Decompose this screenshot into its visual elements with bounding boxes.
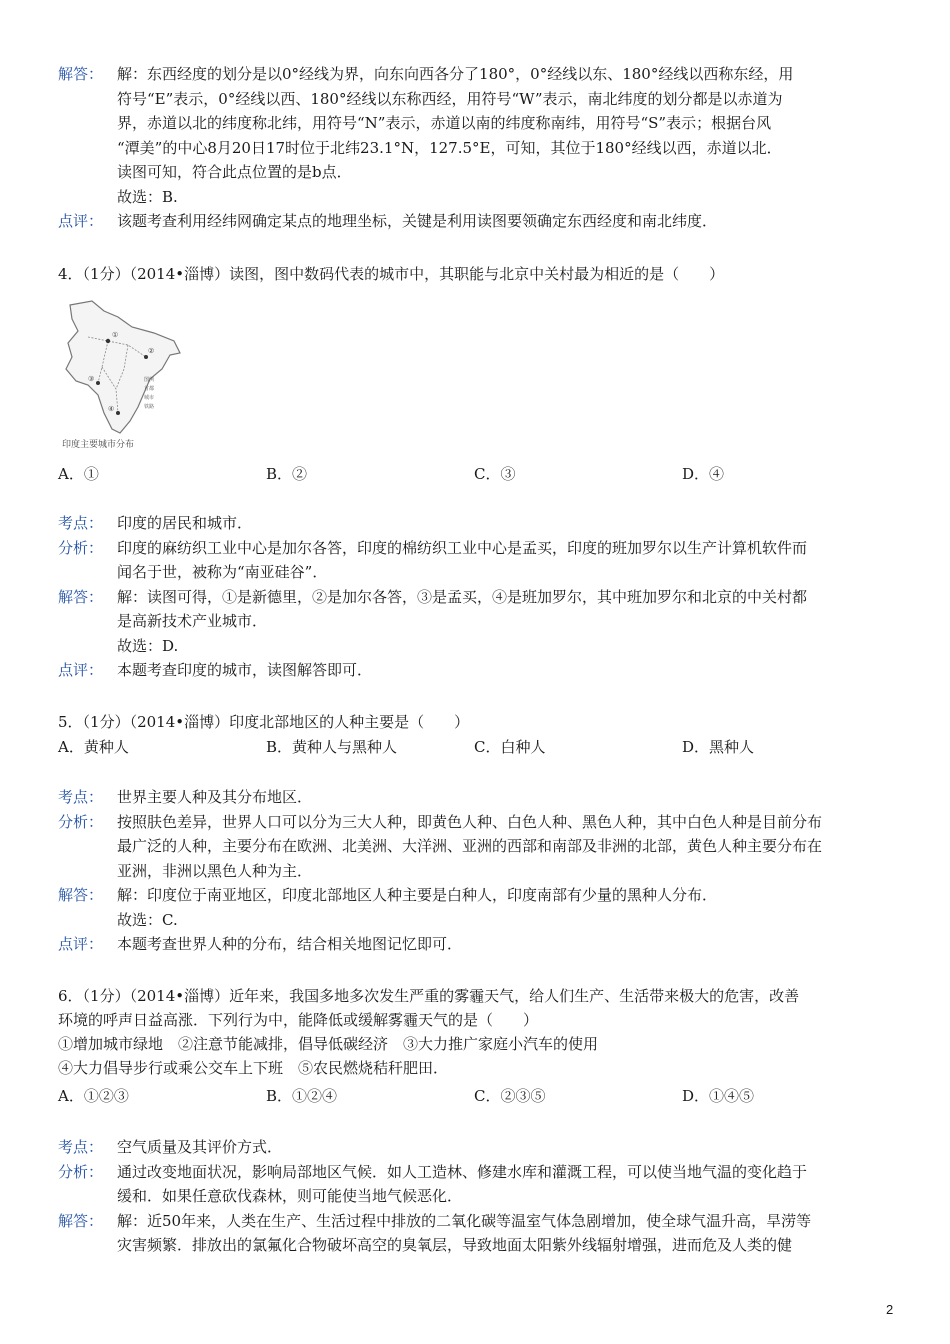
q4-jieda-line: 故选：D. <box>117 636 179 655</box>
option-d[interactable]: D．黑种人 <box>682 738 755 756</box>
fenxi-label: 分析： <box>58 538 104 557</box>
q5-jieda-line: 解：印度位于南亚地区，印度北部地区人种主要是白种人，印度南部有少量的黑种人分布． <box>117 886 718 904</box>
q4-stem: 4．（1分）（2014•淄博）读图，图中数码代表的城市中，其职能与北京中关村最为相近的是（ ） <box>58 265 725 283</box>
q3-dianping: 该题考查利用经纬网确定某点的地理坐标，关键是利用读图要领确定东西经度和南北纬度． <box>117 212 718 230</box>
city-dot <box>106 339 110 343</box>
option-c[interactable]: C．②③⑤ <box>474 1087 546 1105</box>
map-number: ④ <box>108 405 115 413</box>
q3-jieda-line: 故选：B. <box>117 187 178 206</box>
jieda-label: 解答： <box>58 1211 104 1230</box>
q6-options <box>58 1084 898 1108</box>
q4-fenxi-row <box>58 536 898 585</box>
map-number: ② <box>148 347 155 355</box>
india-outline-shape <box>66 301 180 433</box>
q5-kaodian-row <box>58 785 898 810</box>
option-b[interactable]: B．② <box>266 465 308 483</box>
legend-title: 图例 <box>144 377 155 383</box>
q3-jieda-line: 解：东西经度的划分是以0°经线为界，向东向西各分了180°，0°经线以东、180°经线以西称东经，用 <box>117 65 794 83</box>
q6-jieda-line: 灾害频繁．排放出的氯氟化合物破坏高空的臭氧层，导致地面太阳紫外线辐射增强，进而危及人类的健 <box>117 1236 793 1254</box>
q5-analysis <box>58 785 898 957</box>
legend-item: 铁路 <box>144 404 155 410</box>
q4-dianping: 本题考查印度的城市，读图解答即可． <box>117 661 373 679</box>
option-c[interactable]: C．白种人 <box>474 738 546 756</box>
q3-jieda-line: 界，赤道以北的纬度称北纬，用符号“N”表示，赤道以南的纬度称南纬，用符号“S”表示；根据台风 <box>117 114 772 132</box>
q5-dianping-row <box>58 932 898 957</box>
q3-jieda-line: 符号“E”表示，0°经线以西、180°经线以东称西经，用符号“W”表示，南北纬度的划分都是以赤道为 <box>117 89 783 108</box>
q6-analysis <box>58 1135 898 1258</box>
q6-fenxi-line: 通过改变地面状况，影响局部地区气候．如人工造林、修建水库和灌溉工程，可以使当地气温的变化趋于 <box>117 1162 808 1181</box>
kaodian-label: 考点： <box>58 788 104 806</box>
q4-options <box>58 462 898 486</box>
q5-fenxi-line: 按照肤色差异，世界人口可以分为三大人种，即黄色人种、白色人种、黑色人种，其中白色人种是目前分布 <box>117 812 823 831</box>
map-number: ③ <box>88 375 95 383</box>
option-c[interactable]: C．③ <box>474 465 516 483</box>
jieda-label: 解答： <box>58 65 104 83</box>
dianping-label: 点评： <box>58 661 104 679</box>
option-a[interactable]: A．黄种人 <box>58 738 129 756</box>
city-dot <box>144 355 148 359</box>
q3-jieda-line: “潭美”的中心8月20日17时位于北纬23.1°N，127.5°E，可知，其位于180°经线以西，赤道以北． <box>117 138 782 157</box>
jieda-label: 解答： <box>58 886 104 904</box>
kaodian-label: 考点： <box>58 514 104 532</box>
q4-jieda-line: 是高新技术产业城市． <box>117 612 268 630</box>
fenxi-label: 分析： <box>58 812 104 831</box>
india-map-figure <box>58 297 186 452</box>
q4-jieda-row <box>58 585 898 659</box>
q6-fenxi-row <box>58 1160 898 1209</box>
q4-kaodian-row <box>58 511 898 536</box>
option-b[interactable]: B．①②④ <box>266 1087 338 1105</box>
q6-jieda-row <box>58 1209 898 1258</box>
q5-kaodian: 世界主要人种及其分布地区． <box>117 788 313 806</box>
legend-item: 首都 <box>144 386 155 392</box>
city-dot <box>96 381 100 385</box>
q3-dianping-row <box>58 209 898 234</box>
map-number: ① <box>112 331 119 339</box>
q4-fenxi-line: 闻名于世，被称为“南亚硅谷”． <box>117 563 328 581</box>
q3-jieda-line: 读图可知，符合此点位置的是b点． <box>117 163 352 181</box>
india-city-map <box>58 297 186 452</box>
q5-jieda-row <box>58 883 898 932</box>
option-d[interactable]: D．①④⑤ <box>682 1087 755 1105</box>
city-dot <box>116 411 120 415</box>
dianping-label: 点评： <box>58 935 104 953</box>
q6-stem-line: 6．（1分）（2014•淄博）近年来，我国多地多次发生严重的雾霾天气，给人们生产、生活带来极大的危害，改善 <box>58 987 800 1005</box>
q6-stem <box>58 984 898 1080</box>
q4-kaodian: 印度的居民和城市． <box>117 514 253 532</box>
q5-stem: 5．（1分）（2014•淄博）印度北部地区的人种主要是（ ） <box>58 713 470 731</box>
q6-stem-line: 环境的呼声日益高涨．下列行为中，能降低或缓解雾霾天气的是（ ） <box>58 1011 539 1029</box>
q6-kaodian-row <box>58 1135 898 1160</box>
dianping-label: 点评： <box>58 212 104 230</box>
legend-item: 城市 <box>144 395 155 401</box>
map-caption: 印度主要城市分布 <box>62 440 135 450</box>
q4-dianping-row <box>58 658 898 683</box>
q5-fenxi-line: 最广泛的人种，主要分布在欧洲、北美洲、大洋洲、亚洲的西部和南部及非洲的北部，黄色人种主要分布在 <box>117 837 823 855</box>
kaodian-label: 考点： <box>58 1138 104 1156</box>
q5-jieda-line: 故选：C. <box>117 910 178 929</box>
q4-analysis <box>58 511 898 683</box>
q5-dianping: 本题考查世界人种的分布，结合相关地图记忆即可． <box>117 935 463 953</box>
q6-kaodian: 空气质量及其评价方式． <box>117 1138 283 1156</box>
q6-choice-line: ①增加城市绿地 ②注意节能减排，倡导低碳经济 ③大力推广家庭小汽车的使用 <box>58 1035 599 1053</box>
q4-jieda-line: 解：读图可得，①是新德里，②是加尔各答，③是孟买，④是班加罗尔，其中班加罗尔和北京的中关村都 <box>117 587 808 606</box>
q6-jieda-line: 解：近50年来，人类在生产、生活过程中排放的二氧化碳等温室气体急剧增加，使全球气温升高，旱涝等 <box>117 1211 812 1230</box>
fenxi-label: 分析： <box>58 1162 104 1181</box>
q3-jieda-row <box>58 62 898 209</box>
option-a[interactable]: A．①②③ <box>58 1087 129 1105</box>
q5-fenxi-line: 亚洲，非洲以黑色人种为主． <box>117 861 313 880</box>
q4-fenxi-line: 印度的麻纺织工业中心是加尔各答，印度的棉纺织工业中心是孟买，印度的班加罗尔以生产计算机软件而 <box>117 538 808 557</box>
page-number: 2 <box>886 1302 894 1317</box>
q6-fenxi-line: 缓和．如果任意砍伐森林，则可能使当地气候恶化． <box>117 1187 463 1205</box>
q5-fenxi-row <box>58 810 898 884</box>
jieda-label: 解答： <box>58 587 104 606</box>
q5-options <box>58 735 898 759</box>
option-d[interactable]: D．④ <box>682 465 725 483</box>
q3-analysis <box>58 62 898 234</box>
q6-choice-line: ④大力倡导步行或乘公交车上下班 ⑤农民燃烧秸秆肥田． <box>58 1059 449 1077</box>
option-b[interactable]: B．黄种人与黑种人 <box>266 738 398 756</box>
option-a[interactable]: A．① <box>58 465 99 483</box>
